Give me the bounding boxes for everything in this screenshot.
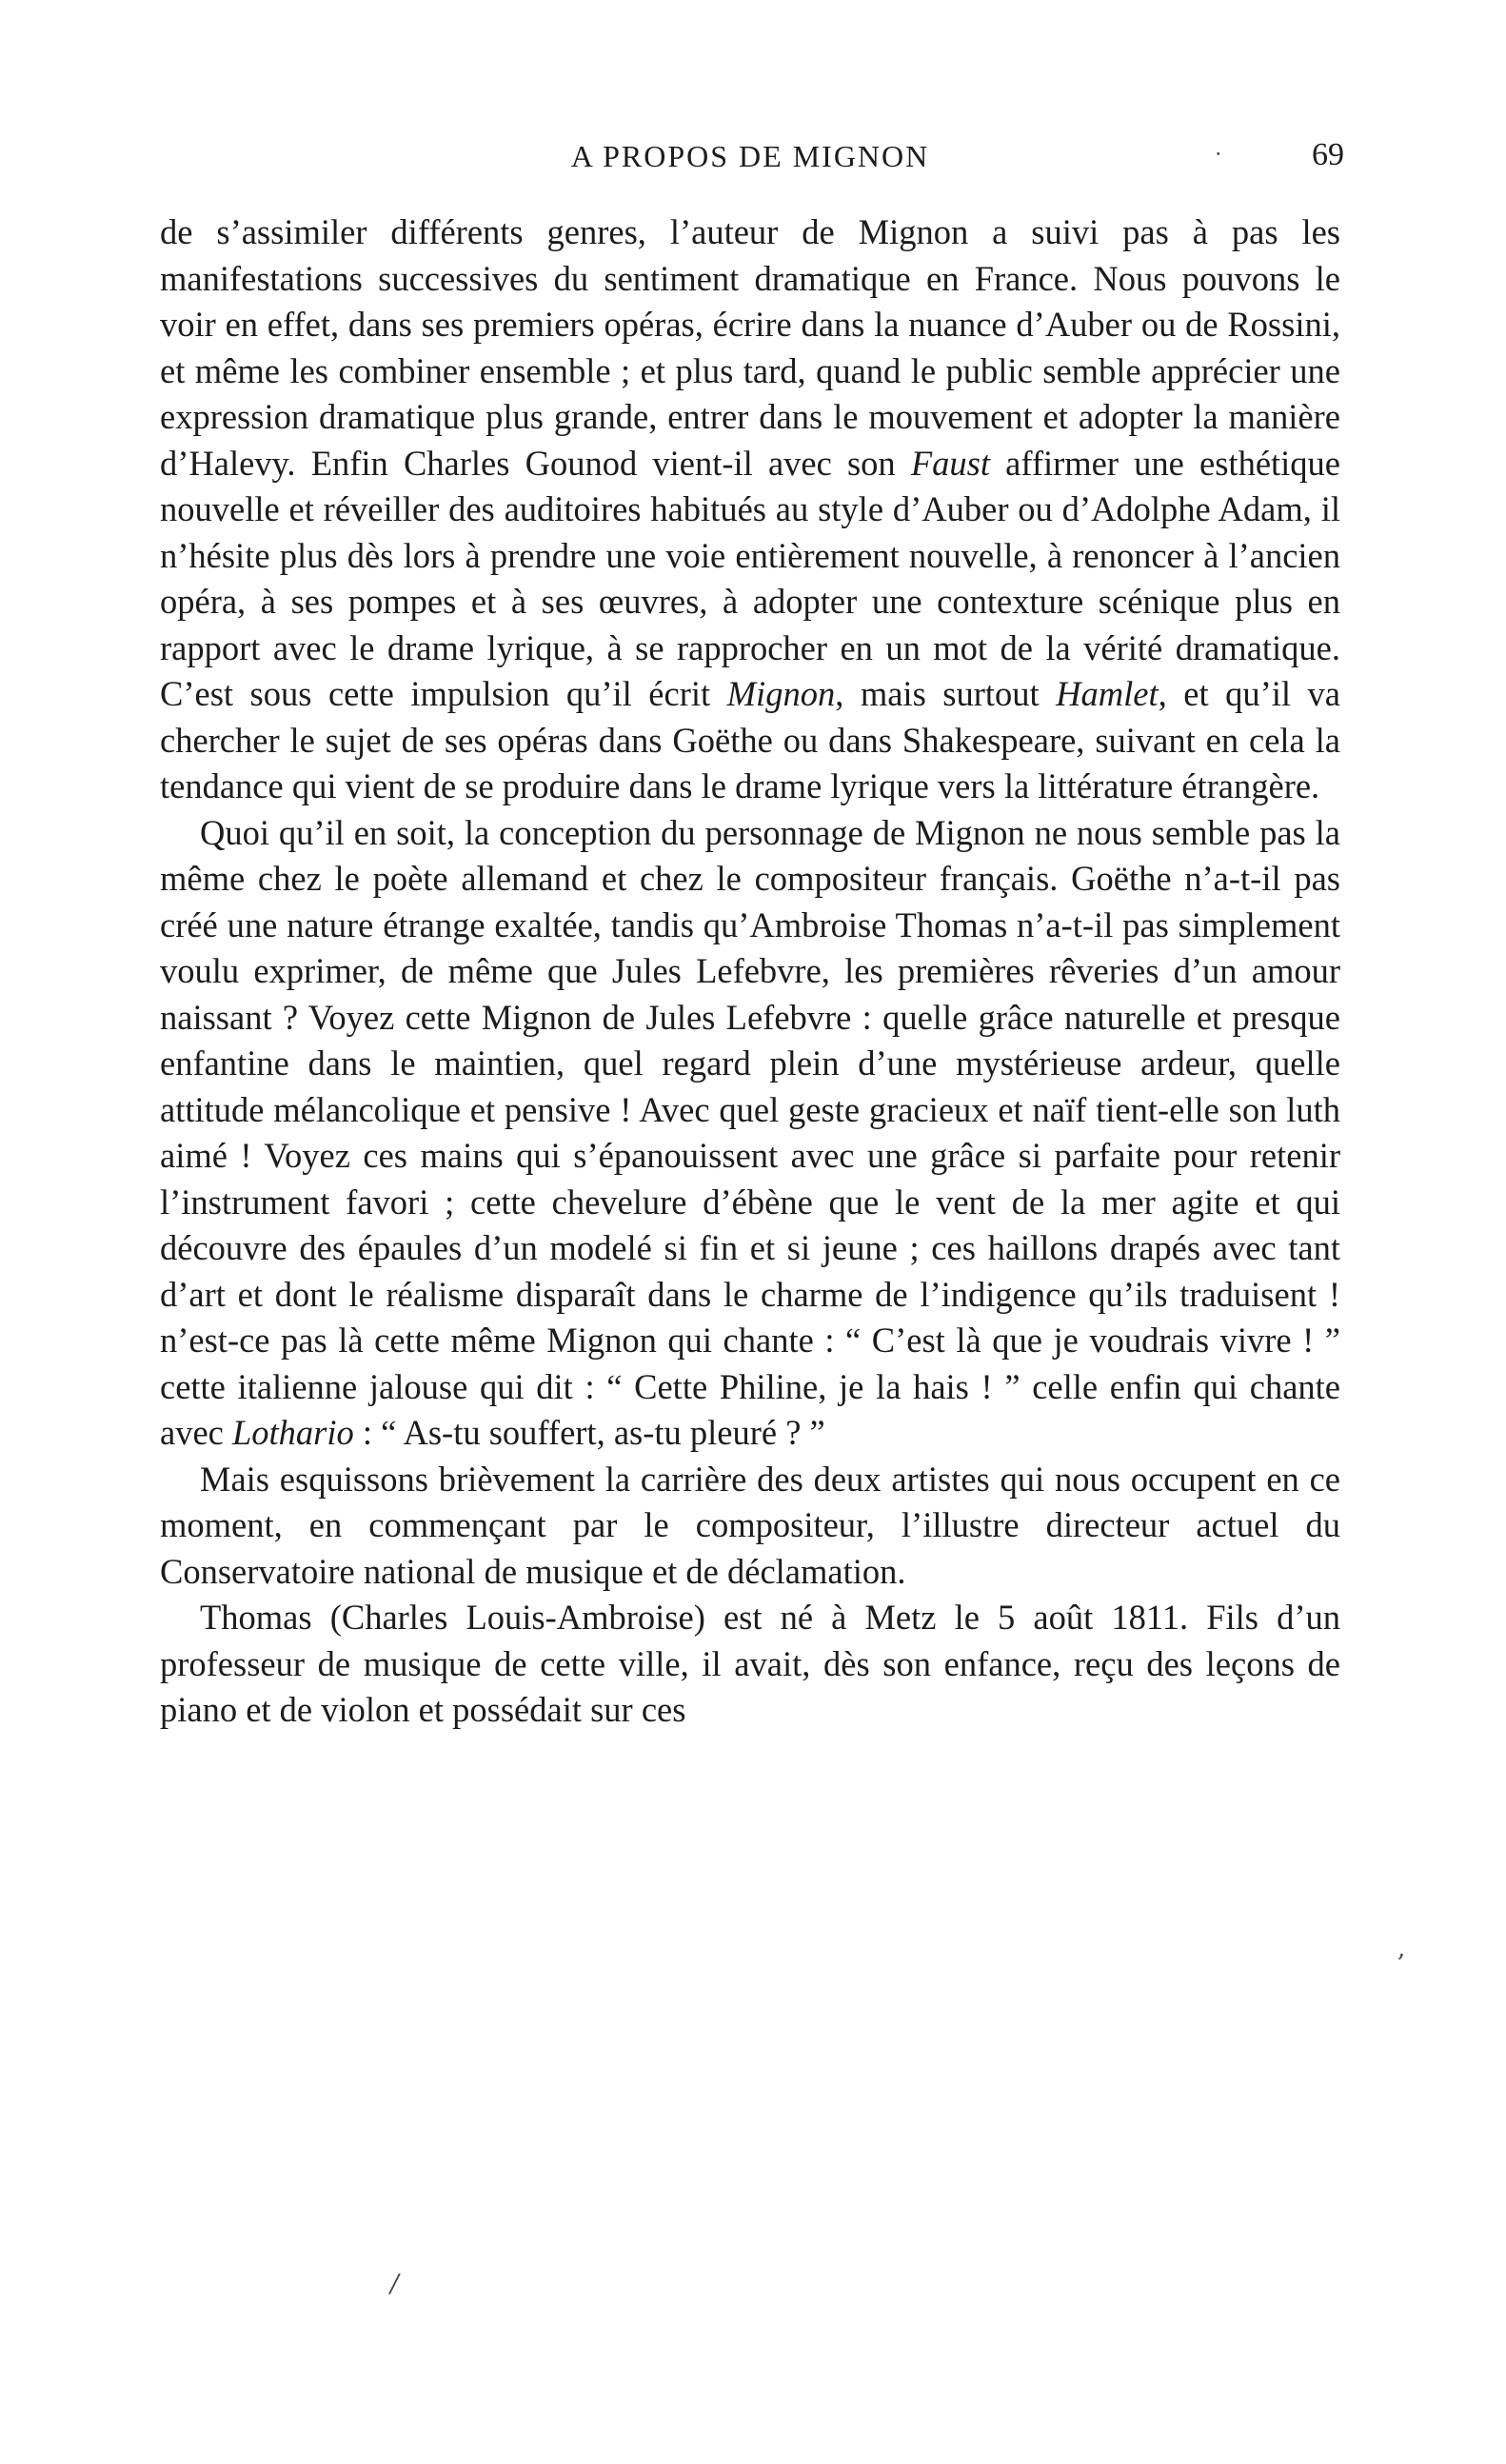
italic-title-faust: Faust (910, 443, 990, 483)
paragraph-2-text-a: Quoi qu’il en soit, la conception du personnage de Mignon ne nous semble pas la même chez le poète allemand et chez le compositeur français. Goëthe n’a-t-il pas créé une nature étrange exaltée, tandis qu’Ambroise Thomas n’a-t-il pas simplement voulu exprimer, de même que Jules Lefebvre, les premières rêveries d’un amour naissant ? Voyez cette Mignon de Jules Lefebvre : quelle grâce naturelle et presque enfantine dans le maintien, quel regard plein d’une mystérieuse ardeur, quelle attitude mélancolique et pensive ! Avec quel geste gracieux et naïf tient-elle son luth aimé ! Voyez ces mains qui s’épanouissent avec une grâce si parfaite pour retenir l’instrument favori ; cette chevelure d’ébène que le vent de la mer agite et qui découvre des épaules d’un modelé si fin et si jeune ; ces haillons drapés avec tant d’art et dont le réalisme disparaît dans le charme de l’indigence qu’ils traduisent ! n’est-ce pas là cette même Mignon qui chante : “ C’est là que je voudrais vivre ! ” cette italienne jalouse qui dit : “ Cette Philine, je la hais ! ” celle enfin qui chante avec (160, 812, 1340, 1452)
italic-title-hamlet: Hamlet (1056, 674, 1159, 713)
footer-speck: / (390, 2270, 399, 2298)
page-number: 69 (1312, 137, 1344, 172)
paragraph-1-text-d: , et qu’il va chercher le sujet de ses opéras dans Goëthe ou dans Shakespeare, suivant en cela la tendance qui vient de se produire dans le drame lyrique vers la littérature étrangère. (160, 674, 1340, 805)
paragraph-2 (160, 810, 1340, 1457)
margin-speck: , (1397, 1935, 1406, 1963)
paragraph-2-text-b: : “ As-tu souffert, as-tu pleuré ? ” (353, 1413, 825, 1452)
italic-title-mignon: Mignon (726, 674, 836, 713)
paragraph-4: Thomas (Charles Louis-Ambroise) est né à Metz le 5 août 1811. Fils d’un professeur de musique de cette ville, il avait, dès son enfance, reçu des leçons de piano et de violon et possédait sur ces (160, 1598, 1340, 1729)
body-text (160, 209, 1340, 1734)
print-speck: · (1215, 141, 1222, 168)
italic-title-lothario: Lothario (231, 1413, 354, 1452)
paragraph-1-text-b: affirmer une esthétique nouvelle et réveiller des auditoires habitués au style d’Auber ou d’Adolphe Adam, il n’hésite plus dès lors à prendre une voie entièrement nouvelle, à renoncer à l’ancien opéra, à ses pompes et à ses œuvres, à adopter une contexture scénique plus en rapport avec le drame lyrique, à se rapprocher en un mot de la vérité dramatique. C’est sous cette impulsion qu’il écrit (160, 443, 1340, 713)
page-content (160, 133, 1344, 1734)
running-title: A PROPOS DE MIGNON (570, 139, 930, 173)
paragraph-1 (160, 209, 1340, 810)
running-header (160, 133, 1344, 183)
paragraph-1-text-c: , mais surtout (835, 674, 1057, 713)
paragraph-3: Mais esquissons brièvement la carrière des deux artistes qui nous occupent en ce moment, en commençant par le compositeur, l’illustre directeur actuel du Conservatoire national de musique et de déclamation. (160, 1459, 1340, 1591)
paragraph-1-text-a: de s’assimiler différents genres, l’auteur de Mignon a suivi pas à pas les manifestations successives du sentiment dramatique en France. Nous pouvons le voir en effet, dans ses premiers opéras, écrire dans la nuance d’Auber ou de Rossini, et même les combiner ensemble ; et plus tard, quand le public semble apprécier une expression dramatique plus grande, entrer dans le mouvement et adopter la manière d’Halevy. Enfin Charles Gounod vient-il avec son (160, 212, 1340, 483)
